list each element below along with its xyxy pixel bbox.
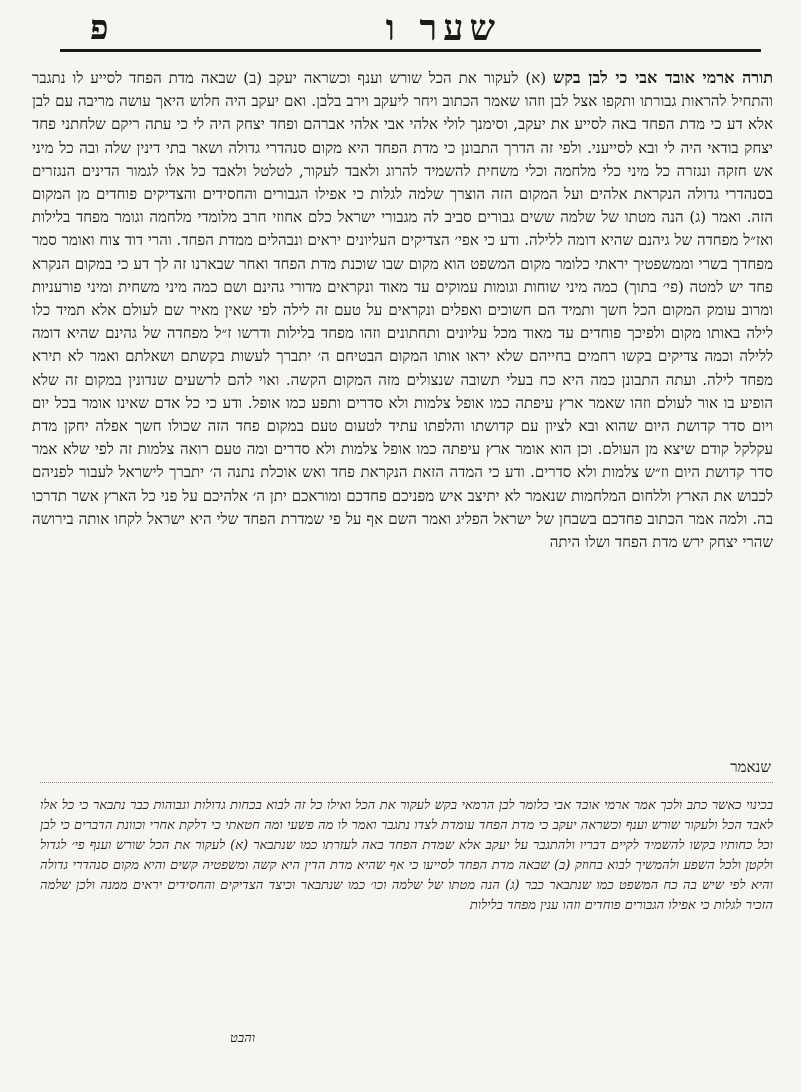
commentary-divider <box>40 782 773 783</box>
opening-words: תורה ארמי אובד אבי כי לבן בקש <box>553 68 773 87</box>
commentary-block: בכינוי כאשר כתב ולכך אמר ארמי אובד אבי כלומר לבן הרמאי בקש לעקור את הכל ואילו כל זה לבוא בכחות גדולות וגבוהות כבר נתבאר כי כל אלו לאבד הכל ולעקור שורש וענף וכשראה יעקב כי מדת הפחד עומדת לצדו נתגבר ואמר לו מה פשעי ומה חטאתי כי דלקת אחרי וכוונת הדברים כי לבן וכל כחותיו בקשו להשמיד לקיים דבריו ולהתגבר על יעקב אלא שמדת הפחד באה לעזרתו כמו שנתבאר (א) לעקור את הכל שורש וענף פי׳ לגדול ולקטן ולכל השפע ולהמשיך לבוא בחוזק (ב) שבאה מדת הפחד לסייעו כי אף שהיא מדת הדין היא קשה ומשפטיה קשים והיא מקום סנהדרי גדולה והיא לפי שיש בה כח המשפט כמו שנתבאר כבר (ג) הנה מטתו של שלמה וכו׳ כמו שנתבאר וכיצד הצדיקים והחסידים יראים ממנה ולכן שלמה הזכיר לגלות כי אפילו הגבורים פוחדים וזהו ענין מפחד בלילות <box>40 798 773 913</box>
page-header <box>60 6 761 54</box>
main-text-block <box>32 66 773 754</box>
main-text-body: (א) לעקור את הכל שורש וענף וכשראה יעקב (ב) שבאה מדת הפחד לסייע לו נתגבר והתחיל להראות גבורתו ותקפו אצל לבן וזהו שאמר הכתוב ויחר ליעקב וירב בלבן. ואם יעקב היה חלוש היאך עושה מריבה עם לבן אלא דע כי מדת הפחד באה לסייע את יעקב, וסימנך לולי אלהי אבי אלהי אברהם ופחד יצחק היה לי כי עתה ריקם שלחתני פחד יצחק בודאי היה לי ובא לסייעני. ולפי זה הדרך התבונן כי מדת הפחד היא מקום סנהדרי גדולה ושאר בתי דינין שלה ובה כל מיני אש חזקה ונגזרה כל מיני כלי מלחמה וכלי משחית להשמיד להרוג ולאבד לעקור, לטלטל ולאבד כל אלו לגמור הדינים הנגזרים בסנהדרי גדולה הנקראת אלהים ועל המקום הזה הוצרך שלמה לגלות כי אפילו הגבורים והחסידים והצדיקים פוחדים מן המקום הזה. ואמר (ג) הנה מטתו של שלמה ששים גבורים סביב לה מגבורי ישראל כלם אחוזי חרב מלומדי מלחמה וגומר מפחד בלילות ואז״ל מפחדה של גיהנם שהיא דומה ללילה. ודע כי אפי׳ הצדיקים העליונים יראים ונבהלים ממדת הפחד. והרי דוד צוח ואומר סמר מפחדך בשרי וממשפטיך יראתי כלומר מקום המשפט הוא מקום שבו שוכנת מדת הפחד ואחר שבארנו זה לך דע כי במקום הנקרא פחד יש למטה (פי׳ בתוך) כמה מיני שוחות וגומות עמוקים עד מאוד ונקראים מדורי גהינם ושם כמה מיני משחית ומיני פורעניות ומרוב עומק המקום הכל חשך ותמיד הם חשוכים ואפלים ונקראים על טעם זה לילה לפי שאין מאיר שם לעולם אלא תמיד כלו לילה באותו מקום ולפיכך פוחדים עד מאוד מכל עליונים ותחתונים וזהו מפחד בלילות ודרשו ז״ל מפחדה של גהינם שהיא דומה ללילה וכמה צדיקים בקשו רחמים בחייהם שלא יראו אותו המקום הבטיחם ה׳ יתברך לעשות בקשתם ושאלתם ואמר לא תירא מפחד לילה. ועתה התבונן כמה היא כח בעלי תשובה שנצולים מזה המקום הקשה. ואוי להם לרשעים שנדונין במקום זה שלא הופיע בו אור לעולם וזהו שאמר ארץ עיפתה כמו אופל צלמות ולא סדרים ותפע כמו אופל. ודע כי כל אדם שאינו אומר בכל יום ויום סדר קדושת היום שהוא ובא לציון עם קדושתו והלפתו עתיד לטעום טעם במקום פחד הזה שכולו חשך אפלה יחקן מדת עקלקל קודם שיצא מן העולם. וכן הוא אומר ארץ עיפתה כמו אופל צלמות ולא סדרים ומה טעם רואה צלמות זה לפי שלא אמר סדר קדושת היום וז״ש צלמות ולא סדרים. ודע כי המדה הזאת הנקראת פחד ואש אוכלת נתנה ה׳ יתברך לישראל לעבור לפניהם לכבוש את הארץ וללחום המלחמות שנאמר לא יתיצב איש מפניכם פחדכם ומוראכם יתן ה׳ אלהיכם על פני כל הארץ אשר תדרכו בה. ולמה אמר הכתוב פחדכם בשבחן של ישראל הפליג ואמר השם אף על פי שמדרת הפחד שלי היא ישראל לקחו אותה בירושה שהרי יצחק ירש מדת הפחד ושלו היתה <box>32 69 773 552</box>
running-head: שער ו <box>385 7 501 49</box>
page-number: פ <box>90 8 109 48</box>
header-rule <box>60 49 761 52</box>
catchword: שנאמר <box>730 758 771 776</box>
commentary-catchword: והבט <box>230 1031 256 1046</box>
